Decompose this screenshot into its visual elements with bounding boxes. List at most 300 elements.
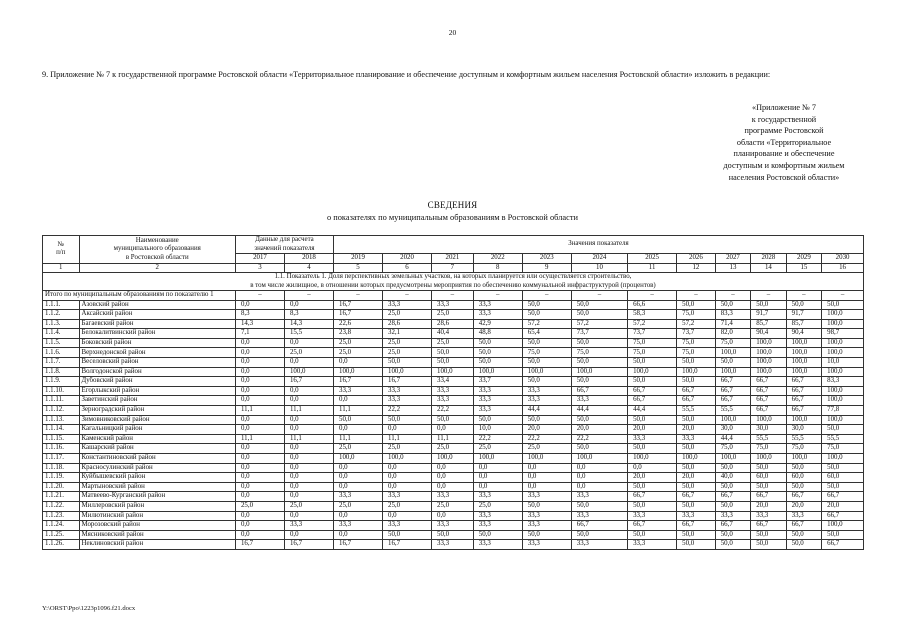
indicator-value: 0,0 — [432, 482, 474, 492]
indicator-value: 33,3 — [473, 386, 522, 396]
indicator-value: 0,0 — [334, 396, 383, 406]
total-value: – — [334, 291, 383, 301]
indicator-value: 75,0 — [522, 348, 571, 358]
total-value: – — [715, 291, 750, 301]
indicator-value: 58,3 — [628, 310, 677, 320]
appendix-line: «Приложение № 7 — [751, 103, 817, 112]
indicator-value: 44,4 — [628, 406, 677, 416]
indicator-value: 50,0 — [715, 501, 750, 511]
total-value: – — [522, 291, 571, 301]
section-row — [43, 273, 864, 291]
indicator-value: 33,4 — [432, 377, 474, 387]
indicator-value: 0,0 — [235, 358, 284, 368]
row-number: 1.1.11. — [43, 396, 80, 406]
district-name: Верхнедонской район — [79, 348, 235, 358]
appendix-line: программе Ростовской — [744, 126, 824, 136]
indicator-value: 75,0 — [677, 348, 716, 358]
indicator-value: 100,0 — [473, 454, 522, 464]
column-number: 16 — [822, 263, 864, 273]
indicator-value: 83,3 — [715, 310, 750, 320]
indicator-value: 50,0 — [822, 463, 864, 473]
district-name: Волгодонской район — [79, 367, 235, 377]
indicator-value: 23,8 — [334, 329, 383, 339]
column-number: 10 — [571, 263, 627, 273]
indicator-value: 50,0 — [715, 540, 750, 550]
indicator-value: 0,0 — [432, 473, 474, 483]
column-number: 13 — [715, 263, 750, 273]
indicator-value: 100,0 — [822, 521, 864, 531]
indicator-value: 66,7 — [751, 521, 786, 531]
indicator-value: 50,0 — [571, 300, 627, 310]
indicator-value: 33,3 — [383, 300, 432, 310]
indicator-value: 44,4 — [571, 406, 627, 416]
year-header: 2024 — [571, 254, 627, 264]
year-header: 2017 — [235, 254, 284, 264]
indicator-value: 50,0 — [715, 463, 750, 473]
table-row — [43, 540, 864, 550]
indicator-value: 55,5 — [786, 434, 821, 444]
indicator-value: 11,1 — [334, 406, 383, 416]
indicator-value: 90,4 — [786, 329, 821, 339]
indicator-value: 57,2 — [522, 319, 571, 329]
indicator-value: 50,0 — [571, 358, 627, 368]
indicator-value: 0,0 — [235, 530, 284, 540]
indicator-value: 73,7 — [571, 329, 627, 339]
indicator-value: 0,0 — [522, 482, 571, 492]
indicator-value: 100,0 — [786, 415, 821, 425]
indicator-value: 0,0 — [235, 367, 284, 377]
indicator-value: 33,3 — [786, 511, 821, 521]
header-name-line: Наименование — [135, 236, 179, 244]
indicator-value: 50,0 — [628, 377, 677, 387]
indicator-value: 100,0 — [751, 338, 786, 348]
indicator-value: 0,0 — [284, 358, 333, 368]
year-header: 2021 — [432, 254, 474, 264]
district-rows — [43, 300, 864, 549]
indicator-value: 50,0 — [571, 415, 627, 425]
row-number: 1.1.4. — [43, 329, 80, 339]
indicator-value: 55,5 — [715, 406, 750, 416]
indicator-value: 100,0 — [432, 367, 474, 377]
indicator-value: 100,0 — [786, 367, 821, 377]
indicator-value: 10,0 — [473, 425, 522, 435]
indicator-value: 100,0 — [522, 367, 571, 377]
indicator-value: 25,0 — [522, 444, 571, 454]
table-row — [43, 425, 864, 435]
indicator-value: 33,3 — [571, 540, 627, 550]
indicator-value: 42,9 — [473, 319, 522, 329]
indicator-value: 50,0 — [473, 530, 522, 540]
row-number: 1.1.23. — [43, 511, 80, 521]
total-value: – — [751, 291, 786, 301]
district-name: Неклиновский район — [79, 540, 235, 550]
district-name: Матвеево-Курганский район — [79, 492, 235, 502]
indicator-value: 0,0 — [284, 338, 333, 348]
indicator-value: 0,0 — [334, 473, 383, 483]
indicator-value: 100,0 — [383, 367, 432, 377]
indicator-value: 100,0 — [383, 454, 432, 464]
row-number: 1.1.1. — [43, 300, 80, 310]
indicator-value: 14,3 — [284, 319, 333, 329]
indicator-value: 50,0 — [751, 482, 786, 492]
indicator-value: 50,0 — [822, 300, 864, 310]
indicator-value: 65,4 — [522, 329, 571, 339]
indicator-value: 33,3 — [473, 310, 522, 320]
indicator-value: 0,0 — [334, 511, 383, 521]
indicator-value: 100,0 — [284, 367, 333, 377]
indicator-value: 82,0 — [715, 329, 750, 339]
indicator-value: 50,0 — [677, 377, 716, 387]
table-row — [43, 310, 864, 320]
row-number: 1.1.7. — [43, 358, 80, 368]
column-number: 11 — [628, 263, 677, 273]
total-value: – — [628, 291, 677, 301]
indicator-value: 48,8 — [473, 329, 522, 339]
indicator-value: 33,3 — [473, 300, 522, 310]
total-row — [43, 291, 864, 301]
indicator-value: 50,0 — [786, 482, 821, 492]
indicator-value: 66,7 — [786, 406, 821, 416]
section-title-line: 1.1. Показатель 1. Доля перспективных земельных участков, на которых планируется или осуществляется строительство, — [274, 273, 632, 280]
table-row — [43, 530, 864, 540]
indicator-value: 50,0 — [677, 501, 716, 511]
indicator-value: 50,0 — [628, 444, 677, 454]
table-row — [43, 501, 864, 511]
indicator-value: 0,0 — [628, 463, 677, 473]
indicator-value: 85,7 — [751, 319, 786, 329]
indicator-value: 55,5 — [751, 434, 786, 444]
indicator-value: 0,0 — [235, 454, 284, 464]
indicator-value: 75,0 — [677, 338, 716, 348]
document-title: СВЕДЕНИЯ — [427, 200, 478, 210]
indicator-value: 50,0 — [473, 358, 522, 368]
footer-file-path: Y:\ORST\Ppo\1223p1096.f21.docx — [42, 605, 136, 612]
indicator-value: 33,3 — [334, 492, 383, 502]
header-name — [79, 236, 235, 264]
table-row — [43, 396, 864, 406]
indicator-value: 66,7 — [715, 386, 750, 396]
indicator-value: 0,0 — [571, 473, 627, 483]
indicator-value: 50,0 — [715, 358, 750, 368]
column-number: 5 — [334, 263, 383, 273]
appendix-line: населения Ростовской области» — [728, 172, 840, 182]
indicator-value: 0,0 — [473, 473, 522, 483]
indicator-value: 25,0 — [473, 501, 522, 511]
indicator-value: 50,0 — [522, 338, 571, 348]
indicator-value: 33,7 — [473, 377, 522, 387]
column-number: 15 — [786, 263, 821, 273]
indicator-value: 0,0 — [383, 425, 432, 435]
indicator-value: 33,3 — [383, 492, 432, 502]
indicator-value: 50,0 — [473, 348, 522, 358]
indicator-value: 0,0 — [571, 463, 627, 473]
table-row — [43, 386, 864, 396]
indicator-value: 33,3 — [571, 396, 627, 406]
column-number: 1 — [43, 263, 80, 273]
indicator-value: 66,7 — [628, 521, 677, 531]
table-row — [43, 348, 864, 358]
indicator-value: 0,0 — [235, 338, 284, 348]
indicator-value: 71,4 — [715, 319, 750, 329]
column-number: 12 — [677, 263, 716, 273]
row-number: 1.1.3. — [43, 319, 80, 329]
indicator-value: 11,1 — [235, 406, 284, 416]
district-name: Багаевский район — [79, 319, 235, 329]
indicator-value: 16,7 — [334, 377, 383, 387]
row-number: 1.1.20. — [43, 482, 80, 492]
row-number: 1.1.5. — [43, 338, 80, 348]
table-row — [43, 319, 864, 329]
indicator-value: 25,0 — [284, 348, 333, 358]
indicator-value: 75,0 — [715, 444, 750, 454]
indicator-value: 33,3 — [473, 540, 522, 550]
district-name: Кашарский район — [79, 444, 235, 454]
indicator-value: 50,0 — [715, 300, 750, 310]
indicator-value: 33,3 — [432, 386, 474, 396]
indicator-value: 33,3 — [522, 511, 571, 521]
indicator-value: 25,0 — [334, 501, 383, 511]
indicator-value: 50,0 — [628, 482, 677, 492]
year-header: 2018 — [284, 254, 333, 264]
table-row — [43, 338, 864, 348]
indicator-value: 0,0 — [522, 463, 571, 473]
indicator-value: 66,7 — [751, 406, 786, 416]
indicator-value: 75,0 — [571, 348, 627, 358]
indicator-value: 50,0 — [677, 358, 716, 368]
district-name: Заветинский район — [79, 396, 235, 406]
indicator-value: 22,2 — [571, 434, 627, 444]
district-name: Константиновский район — [79, 454, 235, 464]
indicator-value: 0,0 — [284, 473, 333, 483]
indicator-value: 100,0 — [751, 358, 786, 368]
indicator-value: 100,0 — [786, 338, 821, 348]
indicator-value: 0,0 — [284, 386, 333, 396]
indicator-value: 50,0 — [571, 530, 627, 540]
indicator-value: 66,7 — [677, 396, 716, 406]
indicator-value: 50,0 — [522, 501, 571, 511]
indicator-value: 66,7 — [822, 540, 864, 550]
indicator-value: 0,0 — [235, 473, 284, 483]
indicator-value: 7,1 — [235, 329, 284, 339]
indicator-value: 33,3 — [571, 492, 627, 502]
indicator-value: 0,0 — [284, 530, 333, 540]
row-number: 1.1.26. — [43, 540, 80, 550]
indicator-value: 33,3 — [432, 521, 474, 531]
indicator-value: 75,0 — [822, 444, 864, 454]
district-name: Милютинский район — [79, 511, 235, 521]
indicator-value: 0,0 — [235, 425, 284, 435]
indicator-value: 33,3 — [432, 492, 474, 502]
indicator-value: 77,8 — [822, 406, 864, 416]
indicator-value: 100,0 — [822, 319, 864, 329]
indicator-value: 75,0 — [751, 444, 786, 454]
table-row — [43, 454, 864, 464]
indicator-value: 33,3 — [432, 540, 474, 550]
intro-paragraph: 9. Приложение № 7 к государственной программе Ростовской области «Территориальное планирование и обеспечение доступным и комфортным жильем населения Ростовской области» изложить в редакции: — [42, 70, 771, 79]
year-header: 2025 — [628, 254, 677, 264]
indicator-value: 22,2 — [432, 406, 474, 416]
indicator-value: 73,7 — [677, 329, 716, 339]
indicator-value: 50,0 — [571, 310, 627, 320]
indicator-value: 33,3 — [522, 521, 571, 531]
year-header: 2022 — [473, 254, 522, 264]
total-value: – — [432, 291, 474, 301]
indicator-value: 33,3 — [383, 521, 432, 531]
indicator-value: 25,0 — [383, 444, 432, 454]
column-number: 7 — [432, 263, 474, 273]
indicator-value: 25,0 — [432, 444, 474, 454]
column-number: 8 — [473, 263, 522, 273]
indicator-value: 33,3 — [432, 396, 474, 406]
appendix-line: области «Территориальное — [736, 137, 832, 147]
indicator-value: 0,0 — [235, 348, 284, 358]
indicator-value: 60,0 — [822, 473, 864, 483]
indicator-value: 66,7 — [751, 492, 786, 502]
table-row — [43, 329, 864, 339]
indicator-value: 25,0 — [383, 338, 432, 348]
indicator-value: 0,0 — [235, 482, 284, 492]
section-title-line: в том числе жилищное, в отношении которых предусмотрены мероприятия по обеспечению коммунальной инфраструктурой (процентов) — [250, 281, 656, 289]
indicator-value: 33,3 — [715, 511, 750, 521]
indicator-value: 8,3 — [284, 310, 333, 320]
district-name: Мартыновский район — [79, 482, 235, 492]
indicator-value: 0,0 — [235, 396, 284, 406]
indicator-value: 20,0 — [677, 425, 716, 435]
indicator-value: 22,2 — [473, 434, 522, 444]
indicator-value: 100,0 — [473, 367, 522, 377]
column-number: 14 — [751, 263, 786, 273]
indicator-value: 100,0 — [522, 454, 571, 464]
indicator-value: 0,0 — [334, 530, 383, 540]
indicator-value: 55,5 — [822, 434, 864, 444]
row-number: 1.1.25. — [43, 530, 80, 540]
row-number: 1.1.24. — [43, 521, 80, 531]
indicator-value: 83,3 — [822, 377, 864, 387]
column-number: 2 — [79, 263, 235, 273]
indicator-value: 100,0 — [628, 454, 677, 464]
district-name: Веселовский район — [79, 358, 235, 368]
indicator-value: 75,0 — [628, 338, 677, 348]
indicator-value: 50,0 — [786, 530, 821, 540]
header-calc-line: Данные для расчета — [255, 236, 314, 243]
indicator-value: 66,7 — [677, 521, 716, 531]
indicator-value: 75,0 — [677, 310, 716, 320]
indicator-value: 100,0 — [715, 348, 750, 358]
indicator-value: 50,0 — [522, 530, 571, 540]
indicator-value: 100,0 — [334, 367, 383, 377]
indicator-value: 50,0 — [751, 530, 786, 540]
indicator-value: 60,0 — [751, 473, 786, 483]
indicator-value: 16,7 — [284, 540, 333, 550]
indicator-value: 0,0 — [432, 463, 474, 473]
indicator-value: 0,0 — [284, 415, 333, 425]
indicator-value: 0,0 — [235, 300, 284, 310]
appendix-line: к государственной — [751, 114, 817, 124]
indicator-value: 20,0 — [628, 425, 677, 435]
indicator-value: 50,0 — [677, 530, 716, 540]
indicator-value: 50,0 — [822, 425, 864, 435]
district-name: Каменский район — [79, 434, 235, 444]
row-number: 1.1.6. — [43, 348, 80, 358]
indicator-value: 44,4 — [522, 406, 571, 416]
indicator-value: 100,0 — [751, 415, 786, 425]
indicator-value: 66,7 — [571, 521, 627, 531]
district-name: Миллеровский район — [79, 501, 235, 511]
indicator-value: 0,0 — [383, 482, 432, 492]
indicator-value: 0,0 — [473, 463, 522, 473]
indicator-value: 100,0 — [628, 367, 677, 377]
indicator-value: 0,0 — [284, 425, 333, 435]
row-number: 1.1.9. — [43, 377, 80, 387]
district-name: Красносулинский район — [79, 463, 235, 473]
table-row — [43, 415, 864, 425]
indicator-value: 15,5 — [284, 329, 333, 339]
indicator-value: 14,3 — [235, 319, 284, 329]
indicator-value: 25,0 — [473, 444, 522, 454]
indicator-value: 30,0 — [786, 425, 821, 435]
indicator-value: 66,7 — [786, 377, 821, 387]
header-values: Значения показателя — [334, 236, 864, 254]
indicator-value: 100,0 — [715, 454, 750, 464]
indicator-value: 100,0 — [786, 358, 821, 368]
indicator-value: 91,7 — [786, 310, 821, 320]
indicator-value: 66,7 — [677, 386, 716, 396]
indicator-value: 50,0 — [677, 463, 716, 473]
indicator-value: 33,3 — [677, 511, 716, 521]
indicator-value: 33,3 — [628, 540, 677, 550]
indicator-value: 66,7 — [715, 521, 750, 531]
indicator-value: 66,7 — [751, 386, 786, 396]
indicator-value: 33,3 — [677, 434, 716, 444]
indicator-value: 28,6 — [432, 319, 474, 329]
indicator-value: 20,0 — [786, 501, 821, 511]
indicator-value: 25,0 — [284, 501, 333, 511]
indicator-value: 16,7 — [334, 310, 383, 320]
indicator-value: 50,0 — [432, 530, 474, 540]
indicator-value: 66,7 — [786, 396, 821, 406]
total-value: – — [822, 291, 864, 301]
column-number-row — [43, 263, 864, 273]
indicator-value: 100,0 — [786, 454, 821, 464]
indicator-value: 57,2 — [571, 319, 627, 329]
indicator-value: 20,0 — [522, 425, 571, 435]
indicator-value: 50,0 — [677, 415, 716, 425]
indicator-value: 0,0 — [235, 511, 284, 521]
indicator-value: 66,7 — [628, 396, 677, 406]
table-row — [43, 300, 864, 310]
year-header: 2030 — [822, 254, 864, 264]
indicator-value: 11,1 — [284, 434, 333, 444]
row-number: 1.1.19. — [43, 473, 80, 483]
indicator-value: 66,7 — [715, 396, 750, 406]
indicator-value: 66,7 — [822, 492, 864, 502]
indicator-value: 16,7 — [334, 540, 383, 550]
indicator-value: 25,0 — [383, 501, 432, 511]
indicator-value: 57,2 — [628, 319, 677, 329]
table-row — [43, 463, 864, 473]
indicator-value: 100,0 — [751, 348, 786, 358]
page-number: 20 — [448, 28, 457, 37]
indicator-value: 16,7 — [383, 377, 432, 387]
row-number: 1.1.10. — [43, 386, 80, 396]
indicator-value: 0,0 — [284, 511, 333, 521]
district-name: Морозовский район — [79, 521, 235, 531]
district-name: Дубовский район — [79, 377, 235, 387]
district-name: Зерноградский район — [79, 406, 235, 416]
indicator-value: 66,7 — [786, 492, 821, 502]
year-header: 2027 — [715, 254, 750, 264]
indicator-value: 0,0 — [235, 444, 284, 454]
